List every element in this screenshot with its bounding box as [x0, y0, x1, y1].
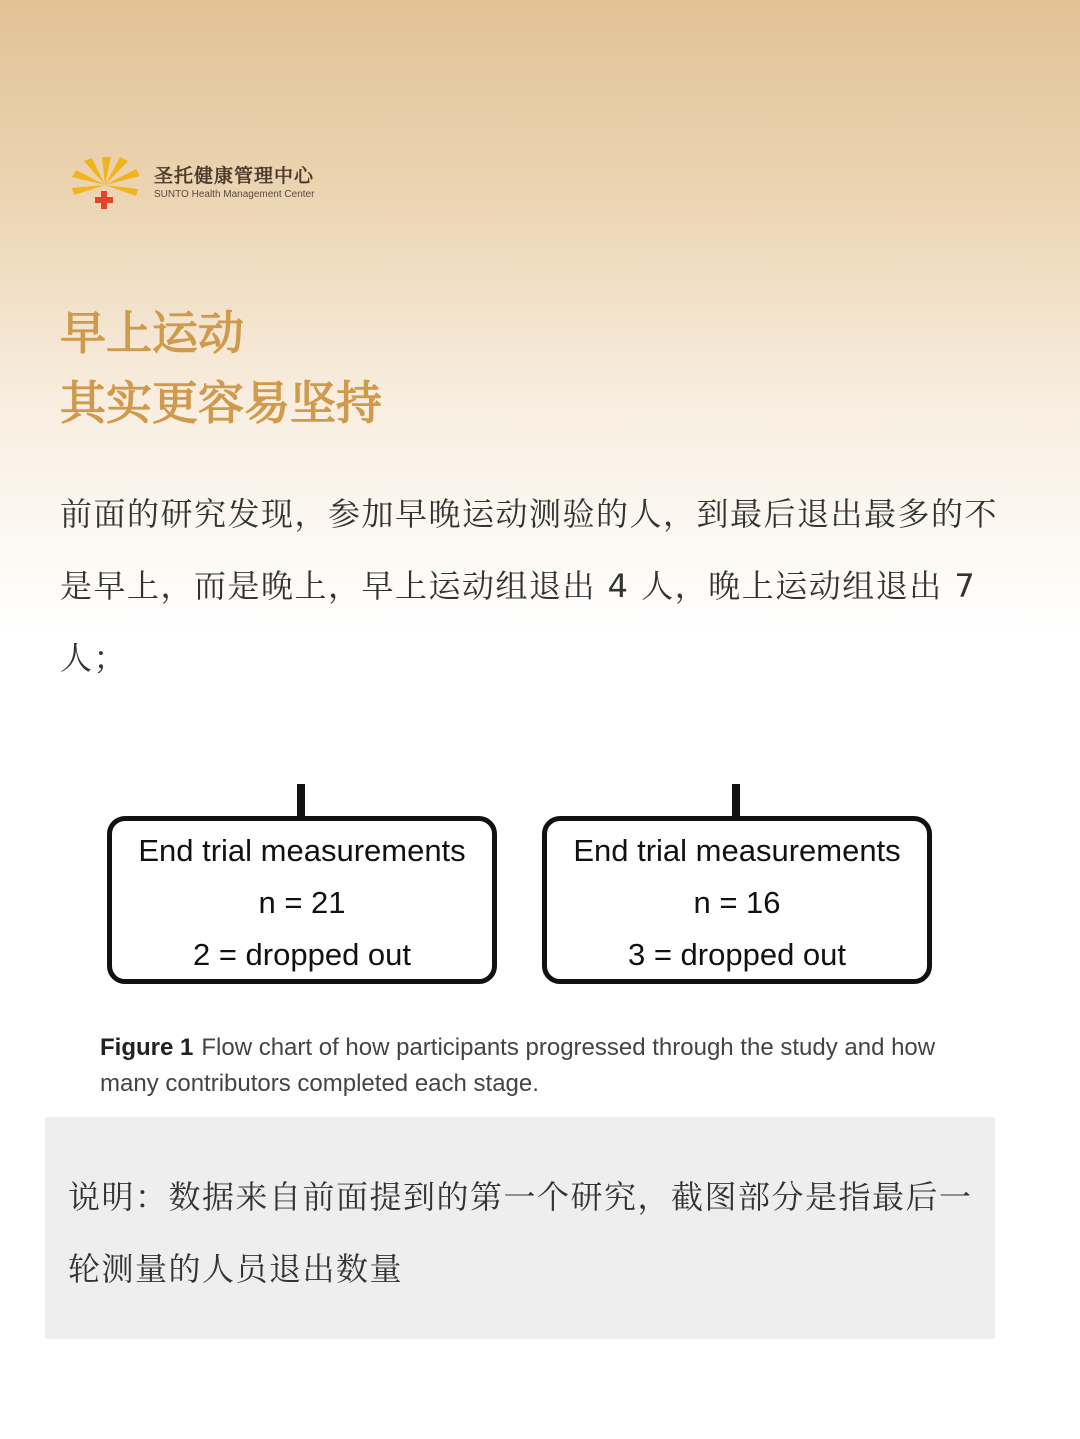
flowchart-box-evening	[542, 816, 932, 984]
box-title: End trial measurements	[573, 833, 901, 868]
figure-caption-text: Flow chart of how participants progressed through the study and how many contributors completed each stage.	[100, 1034, 936, 1097]
study-flowchart-figure	[45, 760, 995, 1115]
figure-caption	[100, 1030, 960, 1102]
box-count: n = 16	[693, 885, 781, 920]
box-title: End trial measurements	[138, 833, 466, 868]
flowchart-connector-right	[732, 784, 740, 818]
brand-name-en: SUNTO Health Management Center	[154, 189, 315, 200]
flowchart-connector-left	[297, 784, 305, 818]
sunburst-logo-icon	[70, 155, 146, 211]
flowchart-box-morning	[107, 816, 497, 984]
box-count: n = 21	[258, 885, 346, 920]
body-paragraph: 前面的研究发现，参加早晚运动测验的人，到最后退出最多的不是早上，而是晚上，早上运动组退出 4 人，晚上运动组退出 7 人；	[60, 495, 999, 677]
brand-name-cn: 圣托健康管理中心	[154, 165, 315, 187]
title-line-1: 早上运动	[60, 306, 244, 360]
title-line-2: 其实更容易坚持	[60, 376, 382, 430]
explanation-note	[45, 1117, 995, 1339]
figure-label: Figure 1	[100, 1034, 194, 1061]
note-text: 说明：数据来自前面提到的第一个研究，截图部分是指最后一轮测量的人员退出数量	[68, 1178, 973, 1288]
box-dropped: 2 = dropped out	[192, 937, 412, 972]
page-title	[60, 298, 382, 438]
brand-logo	[70, 155, 314, 211]
box-dropped: 3 = dropped out	[627, 937, 847, 972]
